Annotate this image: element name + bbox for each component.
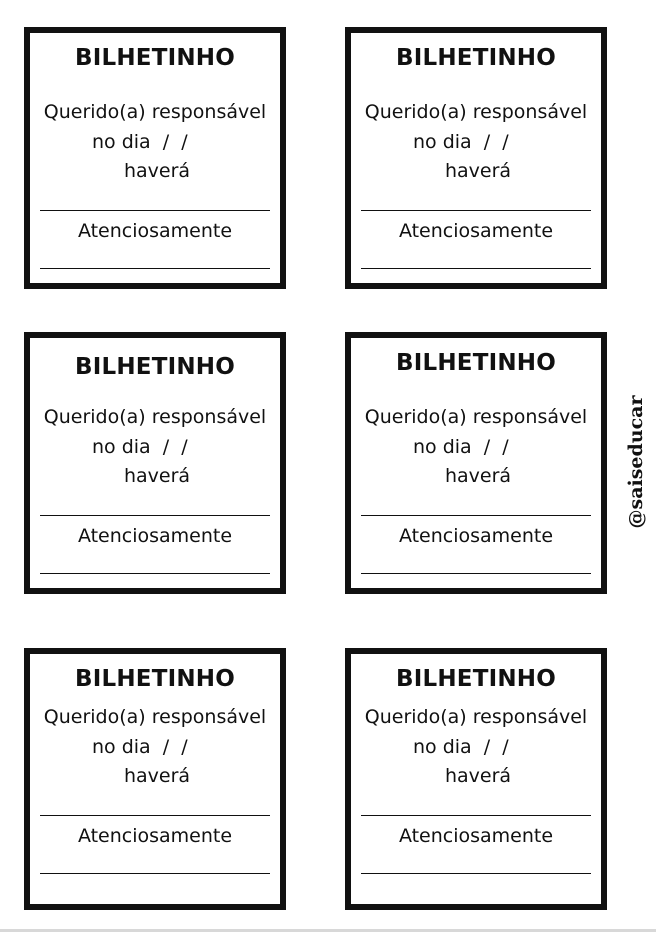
note-title: BILHETINHO — [74, 666, 235, 692]
note-signoff: Atenciosamente — [398, 220, 554, 242]
note-greeting: Querido(a) responsável — [364, 101, 588, 123]
blank-line — [361, 515, 591, 516]
note-title: BILHETINHO — [395, 350, 556, 376]
note-card — [345, 332, 607, 594]
note-title: BILHETINHO — [74, 45, 235, 71]
watermark-handle: @saiseducar — [625, 395, 647, 529]
signature-line — [361, 268, 591, 269]
note-title: BILHETINHO — [395, 666, 556, 692]
note-event-line: haverá — [445, 765, 512, 787]
blank-line — [40, 515, 270, 516]
note-signoff: Atenciosamente — [398, 825, 554, 847]
signature-line — [361, 873, 591, 874]
note-card — [24, 648, 286, 910]
blank-line — [361, 815, 591, 816]
note-card — [24, 27, 286, 289]
note-signoff: Atenciosamente — [77, 525, 233, 547]
note-date-line: no dia / / — [413, 736, 509, 758]
note-greeting: Querido(a) responsável — [43, 706, 267, 728]
note-card — [345, 648, 607, 910]
note-card — [24, 332, 286, 594]
note-date-line: no dia / / — [413, 436, 509, 458]
note-greeting: Querido(a) responsável — [43, 101, 267, 123]
note-date-line: no dia / / — [92, 736, 188, 758]
blank-line — [40, 815, 270, 816]
note-greeting: Querido(a) responsável — [364, 706, 588, 728]
note-date-line: no dia / / — [413, 131, 509, 153]
note-event-line: haverá — [445, 160, 512, 182]
signature-line — [40, 268, 270, 269]
signature-line — [361, 573, 591, 574]
note-greeting: Querido(a) responsável — [43, 406, 267, 428]
note-event-line: haverá — [445, 465, 512, 487]
note-signoff: Atenciosamente — [77, 220, 233, 242]
signature-line — [40, 873, 270, 874]
note-title: BILHETINHO — [395, 45, 556, 71]
blank-line — [361, 210, 591, 211]
note-signoff: Atenciosamente — [398, 525, 554, 547]
note-event-line: haverá — [124, 465, 191, 487]
blank-line — [40, 210, 270, 211]
signature-line — [40, 573, 270, 574]
note-title: BILHETINHO — [74, 354, 235, 380]
note-card — [345, 27, 607, 289]
note-signoff: Atenciosamente — [77, 825, 233, 847]
note-date-line: no dia / / — [92, 436, 188, 458]
note-event-line: haverá — [124, 765, 191, 787]
note-date-line: no dia / / — [92, 131, 188, 153]
note-event-line: haverá — [124, 160, 191, 182]
note-greeting: Querido(a) responsável — [364, 406, 588, 428]
